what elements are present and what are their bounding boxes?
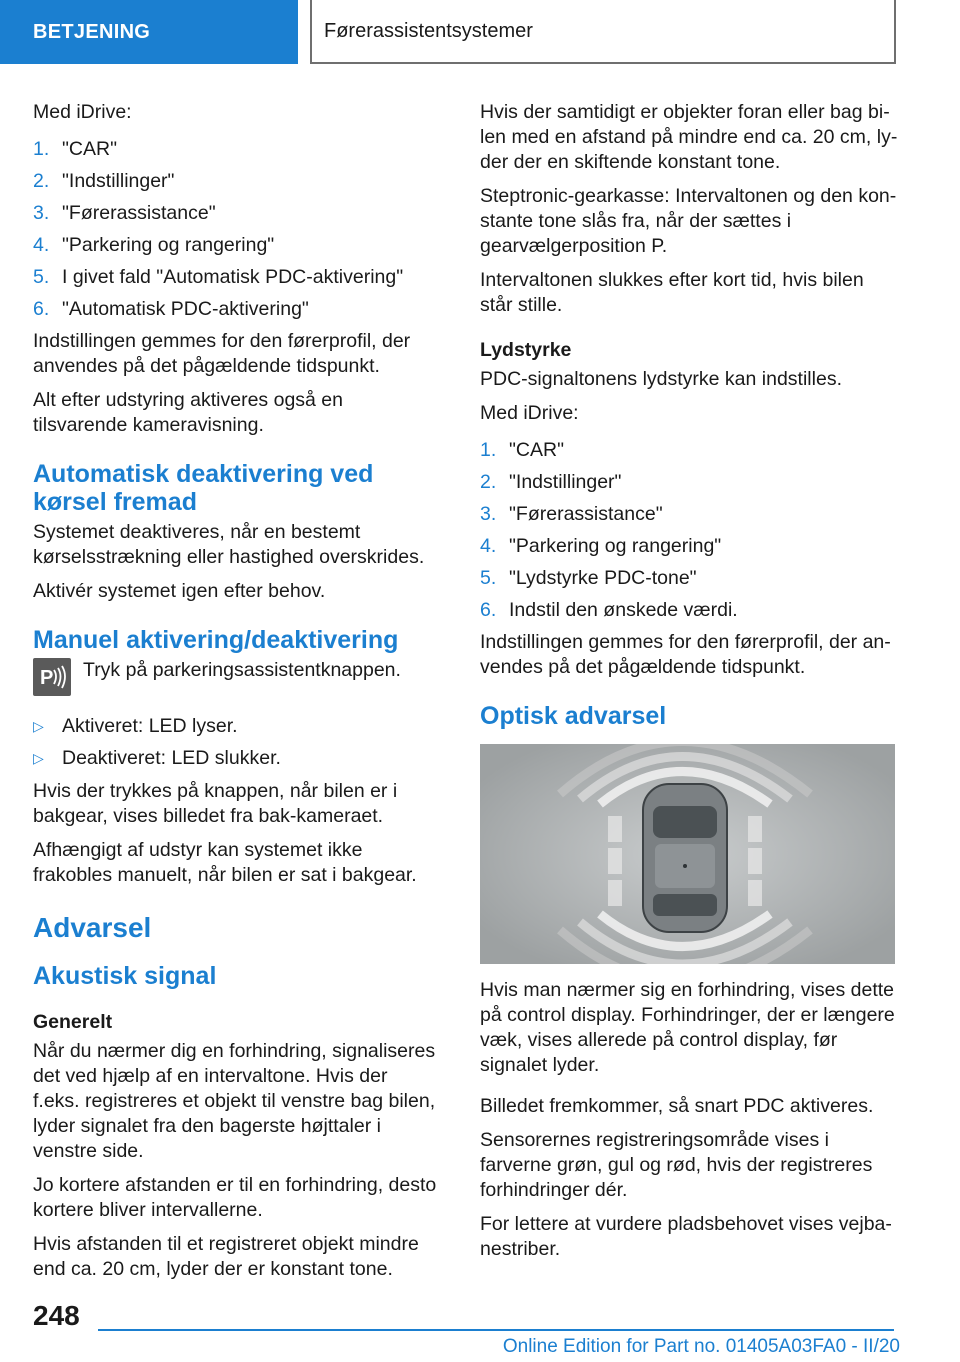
paragraph: Steptronic-gearkasse: Intervaltonen og den konstante tone slås fra, når der sættes i gearvælgerposition P. [480, 185, 897, 257]
paragraph: Sensorernes registreringsområde vises i farverne grøn, gul og rød, hvis der registreres forhindringer dér. [480, 1129, 873, 1201]
list-item [33, 746, 438, 771]
step-number: 6. [480, 599, 497, 621]
step-text: "CAR" [509, 439, 565, 461]
chapter-header [310, 0, 896, 64]
svg-text:P: P [40, 667, 54, 689]
step-text: "Parkering og rangering" [62, 234, 275, 256]
list-item [33, 714, 438, 739]
car-top-view-icon [643, 784, 727, 932]
list-item [480, 534, 898, 559]
paragraph: Hvis der trykkes på knappen, når bilen er i bakgear, vises billedet fra bak-kameraet. [33, 780, 398, 827]
paragraph: Hvis man nærmer sig en forhindring, vises dette på control display. Forhindringer, der er længere væk, vises allerede på control display, før signalet lyder. [480, 979, 895, 1076]
paragraph: For lettere at vurdere pladsbehovet vises vejbanestriber. [480, 1213, 892, 1260]
right-steps-list [480, 438, 898, 623]
step-text: "Indstillinger" [509, 471, 622, 493]
step-text: "Indstillinger" [62, 170, 175, 192]
heading-volume: Lydstyrke [480, 339, 572, 361]
list-item [480, 438, 898, 463]
triangle-bullet-icon: ▷ [33, 750, 44, 766]
heading-general: Generelt [33, 1011, 113, 1033]
paragraph: Systemet deaktiveres, når en bestemt kørselsstrækning eller hastighed overskrides. [33, 521, 425, 568]
step-number: 4. [33, 234, 50, 256]
parking-assistant-icon [33, 658, 71, 696]
heading-acoustic-signal: Akustisk signal [33, 962, 217, 990]
step-number: 6. [33, 298, 50, 320]
idrive-intro: Med iDrive: [480, 402, 579, 424]
paragraph: Intervaltonen slukkes efter kort tid, hvis bilen står stille. [480, 269, 864, 316]
list-item [33, 169, 438, 194]
paragraph: Alt efter udstyring aktiveres også en tilsvarende kameravisning. [33, 389, 343, 436]
paragraph: Jo kortere afstanden er til en forhindring, desto kortere bliver intervallerne. [33, 1174, 437, 1221]
step-number: 5. [33, 266, 50, 288]
list-item [33, 297, 438, 322]
paragraph: Hvis der samtidigt er objekter foran eller bag bilen med en afstand på mindre end ca. 20 cm, lyder der en skiftende konstant tone. [480, 101, 898, 173]
paragraph: Billedet fremkommer, så snart PDC aktiveres. [480, 1095, 874, 1117]
chapter-title: Førerassistentsystemer [324, 19, 533, 42]
list-item [33, 201, 438, 226]
led-status-list [33, 714, 438, 771]
step-text: "Parkering og rangering" [509, 535, 722, 557]
paragraph: Indstillingen gemmes for den førerprofil, der anvendes på det pågældende tidspunkt. [480, 631, 891, 678]
list-item [480, 470, 898, 495]
step-number: 3. [480, 503, 497, 525]
right-column [480, 100, 898, 1271]
step-number: 2. [33, 170, 50, 192]
step-number: 3. [33, 202, 50, 224]
paragraph: Aktivér systemet igen efter behov. [33, 580, 326, 602]
bullet-text: Deaktiveret: LED slukker. [62, 747, 281, 769]
paragraph: Når du nærmer dig en forhindring, signaliseres det ved hjælp af en intervaltone. Hvis der f.eks. registreres et objekt til venstre bag bilen, lyder signalet fra den bagerste højttaler i venstre side. [33, 1040, 436, 1162]
step-text: I givet fald "Automatisk PDC-aktivering" [62, 266, 404, 288]
edition-footer: Online Edition for Part no. 01405A03FA0 - II/20 [502, 1336, 900, 1357]
list-item [33, 233, 438, 258]
section-title: BETJENING [33, 20, 151, 43]
bullet-text: Aktiveret: LED lyser. [62, 715, 238, 737]
list-item [480, 598, 898, 623]
list-item [33, 137, 438, 162]
step-text: "Automatisk PDC-aktivering" [62, 298, 309, 320]
step-number: 2. [480, 471, 497, 493]
step-text: "Førerassistance" [509, 503, 663, 525]
step-number: 1. [33, 138, 50, 160]
heading-warning: Advarsel [33, 912, 152, 943]
page-number: 248 [33, 1300, 80, 1331]
list-item [480, 566, 898, 591]
step-text: "Lydstyrke PDC-tone" [509, 567, 697, 589]
paragraph: Indstillingen gemmes for den førerprofil, der anvendes på det pågældende tidspunkt. [33, 330, 411, 377]
step-text: "CAR" [62, 138, 118, 160]
section-tab [0, 0, 298, 64]
heading-optical-warning: Optisk advarsel [480, 702, 667, 730]
button-instruction-text: Tryk på parkeringsassistentknappen. [83, 659, 401, 681]
paragraph: Hvis afstanden til et registreret objekt mindre end ca. 20 cm, lyder der er konstant tone. [33, 1233, 419, 1280]
step-number: 4. [480, 535, 497, 557]
step-text: "Førerassistance" [62, 202, 216, 224]
pdc-display-illustration [480, 744, 895, 964]
step-text: Indstil den ønskede værdi. [509, 599, 738, 621]
step-number: 1. [480, 439, 497, 461]
left-steps-list [33, 137, 438, 322]
heading-auto-deactivation: Automatisk deaktivering ved kørsel fremad [33, 460, 374, 516]
footer-divider [98, 1329, 894, 1331]
paragraph: PDC-signaltonens lydstyrke kan indstilles. [480, 368, 842, 390]
left-column [33, 100, 438, 1291]
list-item [33, 265, 438, 290]
idrive-intro: Med iDrive: [33, 101, 132, 123]
paragraph: Afhængigt af udstyr kan systemet ikke frakobles manuelt, når bilen er sat i bakgear. [33, 839, 417, 886]
step-number: 5. [480, 567, 497, 589]
list-item [480, 502, 898, 527]
heading-manual-activation: Manuel aktivering/deaktivering [33, 626, 399, 654]
triangle-bullet-icon: ▷ [33, 718, 44, 734]
park-button-instruction [33, 658, 438, 696]
